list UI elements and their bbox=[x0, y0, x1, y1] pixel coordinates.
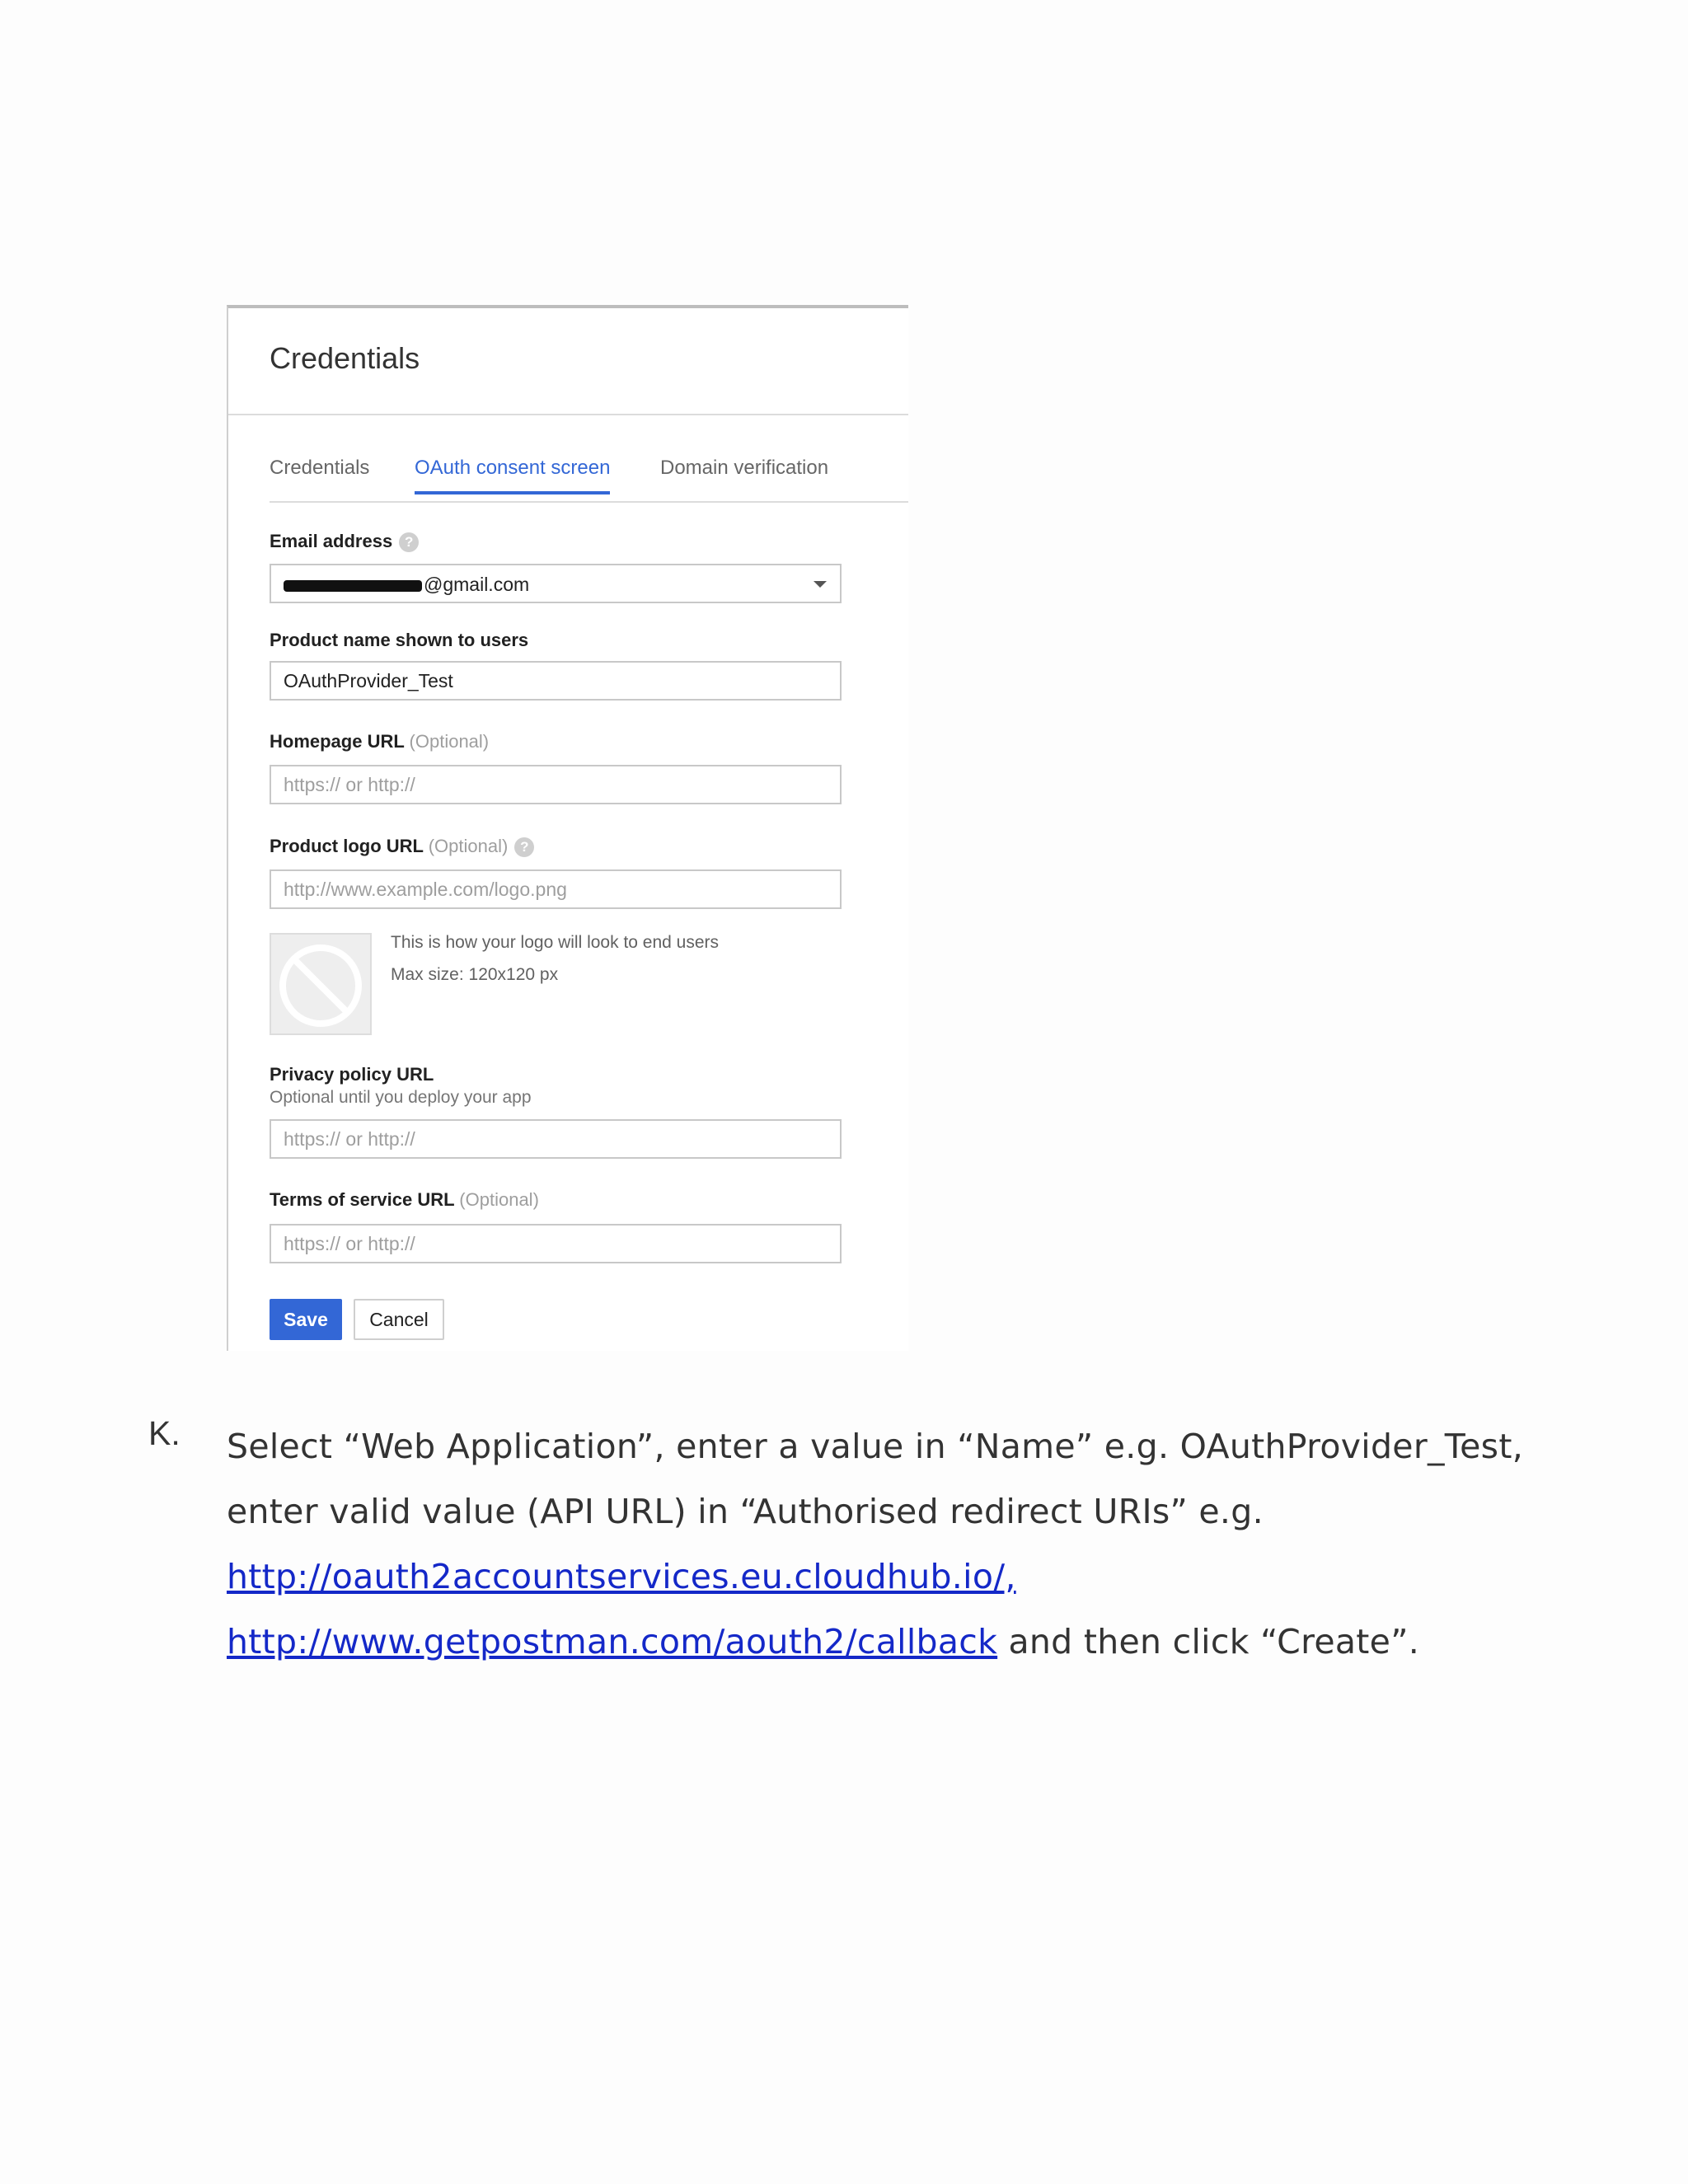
help-icon[interactable]: ? bbox=[399, 532, 419, 552]
save-button[interactable]: Save bbox=[270, 1299, 342, 1340]
logo-preview bbox=[270, 933, 372, 1035]
tab-bar bbox=[270, 457, 908, 503]
help-icon[interactable]: ? bbox=[514, 837, 534, 857]
homepage-url-label-text: Homepage URL bbox=[270, 731, 405, 752]
tab-credentials[interactable]: Credentials bbox=[270, 457, 370, 479]
tos-url-field[interactable] bbox=[270, 1224, 842, 1263]
optional-tag: (Optional) bbox=[428, 836, 509, 856]
step-letter: K. bbox=[148, 1414, 181, 1452]
logo-max-size: Max size: 120x120 px bbox=[391, 965, 559, 984]
privacy-url-sublabel: Optional until you deploy your app bbox=[270, 1088, 532, 1107]
chevron-down-icon[interactable] bbox=[814, 581, 827, 588]
logo-url-field[interactable] bbox=[270, 869, 842, 909]
redirect-uri-link-2[interactable]: http://www.getpostman.com/aouth2/callback bbox=[227, 1622, 998, 1661]
logo-url-label bbox=[270, 836, 534, 857]
email-value bbox=[284, 574, 529, 596]
email-label-text: Email address bbox=[270, 531, 393, 551]
redirect-uri-link-1[interactable]: http://oauth2accountservices.eu.cloudhub.io/, bbox=[227, 1557, 1016, 1596]
instruction-line: enter valid value (API URL) in “Authorised redirect URIs” e.g. bbox=[227, 1492, 1264, 1531]
optional-tag: (Optional) bbox=[409, 731, 490, 752]
instruction-tail: and then click “Create”. bbox=[997, 1622, 1420, 1661]
product-name-input[interactable] bbox=[271, 663, 840, 699]
instruction-line bbox=[227, 1544, 1545, 1610]
logo-preview-note: This is how your logo will look to end users bbox=[391, 933, 720, 952]
cancel-button[interactable]: Cancel bbox=[354, 1299, 444, 1340]
homepage-url-input[interactable] bbox=[271, 766, 840, 803]
homepage-url-field[interactable] bbox=[270, 765, 842, 804]
no-logo-icon bbox=[271, 935, 370, 1033]
instruction-line: Select “Web Application”, enter a value in “Name” e.g. OAuthProvider_Test, bbox=[227, 1427, 1524, 1466]
product-name-field[interactable] bbox=[270, 661, 842, 701]
page-title: Credentials bbox=[270, 341, 420, 375]
instruction-paragraph bbox=[227, 1414, 1545, 1675]
product-name-label: Product name shown to users bbox=[270, 630, 529, 650]
privacy-url-label: Privacy policy URL bbox=[270, 1064, 434, 1085]
tab-domain-verification[interactable]: Domain verification bbox=[660, 457, 829, 479]
privacy-url-field[interactable] bbox=[270, 1119, 842, 1159]
tos-url-input[interactable] bbox=[271, 1226, 840, 1262]
instruction-line bbox=[227, 1610, 1545, 1675]
tab-oauth-consent-screen[interactable]: OAuth consent screen bbox=[415, 457, 610, 494]
redacted-text bbox=[284, 580, 422, 592]
logo-url-label-text: Product logo URL bbox=[270, 836, 424, 856]
privacy-url-input[interactable] bbox=[271, 1121, 840, 1157]
email-label bbox=[270, 531, 419, 552]
tos-url-label-text: Terms of service URL bbox=[270, 1189, 455, 1210]
email-domain: @gmail.com bbox=[424, 574, 530, 595]
optional-tag: (Optional) bbox=[459, 1189, 539, 1210]
email-select[interactable] bbox=[270, 564, 842, 603]
logo-url-input[interactable] bbox=[271, 871, 840, 907]
credentials-screenshot bbox=[227, 305, 908, 1351]
tos-url-label bbox=[270, 1189, 539, 1211]
title-divider bbox=[228, 414, 908, 415]
homepage-url-label bbox=[270, 731, 489, 752]
